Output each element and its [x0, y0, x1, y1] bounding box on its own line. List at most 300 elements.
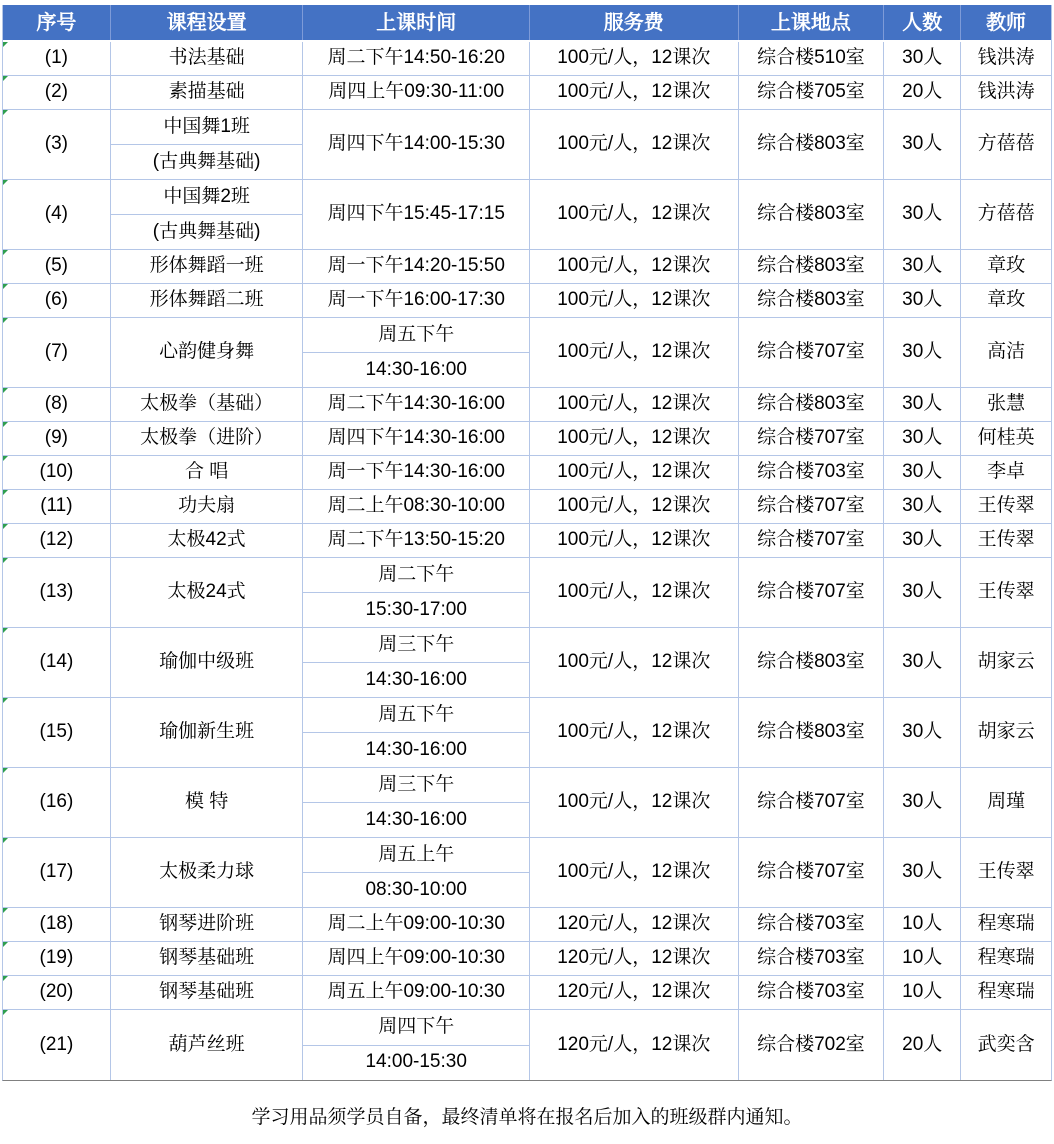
no-text: (20) [39, 981, 74, 1003]
count-text: 30人 [902, 255, 943, 277]
count-cell [884, 698, 961, 767]
fee-cell [530, 628, 739, 697]
fee-cell [530, 558, 739, 627]
time-line: 周二下午 [303, 558, 529, 593]
location-cell [739, 250, 885, 283]
time-text: 周四下午14:00-15:30 [327, 133, 505, 155]
time-text: 周一下午14:20-15:50 [327, 255, 505, 277]
error-indicator-icon [3, 422, 8, 427]
time-text: 周二下午14:50-16:20 [327, 47, 505, 69]
error-indicator-icon [3, 1010, 8, 1015]
course-text: 太极拳（进阶） [140, 427, 274, 449]
no-text: (1) [44, 47, 69, 69]
error-indicator-icon [3, 42, 8, 47]
time-cell [303, 456, 530, 489]
no-cell [3, 42, 111, 75]
fee-cell [530, 768, 739, 837]
error-indicator-icon [3, 180, 8, 185]
no-cell [3, 110, 111, 179]
error-indicator-icon [3, 456, 8, 461]
teacher-cell [961, 1010, 1051, 1080]
no-cell [3, 838, 111, 907]
error-indicator-icon [3, 76, 8, 81]
teacher-cell [961, 318, 1051, 387]
teacher-cell [961, 628, 1051, 697]
time-text: 周二上午08:30-10:00 [327, 495, 505, 517]
count-cell [884, 490, 961, 523]
course-table [2, 5, 1052, 1081]
time-line: 周五下午 [303, 698, 529, 733]
location-text: 综合楼707室 [757, 861, 865, 883]
table-row [3, 110, 1051, 180]
time-line: 14:30-16:00 [365, 668, 467, 690]
no-text: (3) [44, 133, 69, 155]
location-cell [739, 942, 885, 975]
no-text: (7) [44, 341, 69, 363]
count-cell [884, 110, 961, 179]
time-line: 08:30-10:00 [365, 878, 467, 900]
time-cell [303, 524, 530, 557]
teacher-text: 程寒瑞 [977, 981, 1035, 1003]
fee-text: 120元/人，12课次 [557, 913, 711, 935]
count-text: 30人 [902, 393, 943, 415]
location-cell [739, 388, 885, 421]
no-cell [3, 768, 111, 837]
count-cell [884, 942, 961, 975]
teacher-cell [961, 422, 1051, 455]
time-line: 14:30-16:00 [365, 358, 467, 380]
time-text: 周一下午16:00-17:30 [327, 289, 505, 311]
count-cell [884, 768, 961, 837]
fee-cell [530, 318, 739, 387]
location-text: 综合楼707室 [757, 341, 865, 363]
fee-text: 100元/人，12课次 [557, 47, 711, 69]
count-text: 30人 [902, 529, 943, 551]
table-body [3, 42, 1051, 1080]
time-cell [303, 318, 530, 387]
table-row [3, 942, 1051, 976]
no-text: (17) [39, 861, 74, 883]
location-cell [739, 110, 885, 179]
table-row [3, 524, 1051, 558]
teacher-text: 武奕含 [977, 1033, 1035, 1055]
teacher-cell [961, 558, 1051, 627]
time-cell [303, 42, 530, 75]
course-cell [111, 976, 304, 1009]
count-cell [884, 838, 961, 907]
course-text: 形体舞蹈二班 [149, 289, 264, 311]
no-text: (13) [39, 581, 74, 603]
fee-text: 100元/人，12课次 [557, 529, 711, 551]
course-text: 钢琴基础班 [159, 947, 255, 969]
course-text: 太极24式 [167, 581, 246, 603]
fee-cell [530, 76, 739, 109]
teacher-text: 方蓓蓓 [977, 203, 1035, 225]
time-cell [303, 976, 530, 1009]
fee-cell [530, 42, 739, 75]
location-text: 综合楼703室 [757, 461, 865, 483]
no-cell [3, 422, 111, 455]
location-text: 综合楼803室 [757, 203, 865, 225]
count-text: 30人 [902, 47, 943, 69]
teacher-text: 钱洪涛 [977, 81, 1035, 103]
teacher-text: 李卓 [987, 461, 1026, 483]
count-text: 30人 [902, 133, 943, 155]
course-line: 中国舞1班 [111, 110, 303, 145]
time-line: 周五上午 [303, 838, 529, 873]
teacher-text: 王传翠 [977, 861, 1035, 883]
no-text: (10) [39, 461, 74, 483]
course-text: 瑜伽中级班 [159, 651, 255, 673]
error-indicator-icon [3, 628, 8, 633]
course-text: 合 唱 [184, 461, 229, 483]
table-row [3, 180, 1051, 250]
count-text: 30人 [902, 289, 943, 311]
no-cell [3, 698, 111, 767]
error-indicator-icon [3, 284, 8, 289]
error-indicator-icon [3, 698, 8, 703]
error-indicator-icon [3, 942, 8, 947]
count-cell [884, 908, 961, 941]
time-line: 周五下午 [303, 318, 529, 353]
error-indicator-icon [3, 250, 8, 255]
time-cell [303, 628, 530, 697]
time-text: 周四上午09:30-11:00 [328, 81, 505, 103]
time-line: 14:30-16:00 [365, 808, 467, 830]
no-cell [3, 976, 111, 1009]
teacher-cell [961, 180, 1051, 249]
fee-cell [530, 524, 739, 557]
fee-text: 100元/人，12课次 [557, 133, 711, 155]
count-cell [884, 558, 961, 627]
fee-text: 100元/人，12课次 [557, 393, 711, 415]
no-text: (16) [39, 791, 74, 813]
count-cell [884, 318, 961, 387]
location-text: 综合楼803室 [757, 651, 865, 673]
fee-text: 100元/人，12课次 [557, 791, 711, 813]
no-cell [3, 388, 111, 421]
teacher-text: 胡家云 [977, 651, 1035, 673]
course-cell [111, 558, 304, 627]
table-row [3, 768, 1051, 838]
count-cell [884, 976, 961, 1009]
header-time: 上课时间 [303, 5, 530, 40]
location-text: 综合楼703室 [757, 913, 865, 935]
course-cell [111, 628, 304, 697]
no-text: (5) [44, 255, 69, 277]
location-cell [739, 422, 885, 455]
location-text: 综合楼703室 [757, 981, 865, 1003]
time-line: 15:30-17:00 [365, 598, 467, 620]
fee-text: 100元/人，12课次 [557, 81, 711, 103]
fee-cell [530, 838, 739, 907]
time-cell [303, 284, 530, 317]
course-cell [111, 456, 304, 489]
count-text: 10人 [902, 981, 943, 1003]
fee-cell [530, 250, 739, 283]
no-text: (14) [39, 651, 74, 673]
location-cell [739, 456, 885, 489]
error-indicator-icon [3, 490, 8, 495]
teacher-cell [961, 388, 1051, 421]
time-cell [303, 76, 530, 109]
header-course: 课程设置 [111, 5, 304, 40]
time-cell [303, 180, 530, 249]
no-text: (2) [44, 81, 69, 103]
table-row [3, 250, 1051, 284]
count-cell [884, 1010, 961, 1080]
count-cell [884, 180, 961, 249]
error-indicator-icon [3, 558, 8, 563]
error-indicator-icon [3, 838, 8, 843]
count-text: 30人 [902, 461, 943, 483]
course-cell [111, 76, 304, 109]
teacher-text: 王传翠 [977, 495, 1035, 517]
location-text: 综合楼705室 [757, 81, 865, 103]
course-text: 功夫扇 [178, 495, 236, 517]
no-text: (11) [40, 495, 73, 517]
location-cell [739, 838, 885, 907]
time-cell [303, 250, 530, 283]
count-text: 30人 [902, 721, 943, 743]
time-cell [303, 908, 530, 941]
location-cell [739, 490, 885, 523]
table-row [3, 976, 1051, 1010]
count-text: 10人 [902, 947, 943, 969]
time-cell [303, 490, 530, 523]
location-text: 综合楼707室 [757, 495, 865, 517]
time-text: 周二下午14:30-16:00 [327, 393, 505, 415]
error-indicator-icon [3, 110, 8, 115]
time-text: 周二下午13:50-15:20 [327, 529, 505, 551]
teacher-text: 何桂英 [977, 427, 1035, 449]
count-text: 30人 [902, 341, 943, 363]
course-text: 葫芦丝班 [168, 1033, 245, 1055]
count-text: 20人 [902, 81, 943, 103]
location-text: 综合楼803室 [757, 133, 865, 155]
location-text: 综合楼803室 [757, 289, 865, 311]
course-cell [111, 908, 304, 941]
fee-text: 100元/人，12课次 [557, 341, 711, 363]
course-text: 形体舞蹈一班 [149, 255, 264, 277]
course-text: 钢琴基础班 [159, 981, 255, 1003]
fee-cell [530, 422, 739, 455]
header-teacher: 教师 [986, 11, 1027, 34]
fee-cell [530, 976, 739, 1009]
count-text: 30人 [902, 791, 943, 813]
teacher-cell [961, 768, 1051, 837]
no-cell [3, 456, 111, 489]
location-text: 综合楼703室 [757, 947, 865, 969]
count-cell [884, 628, 961, 697]
fee-text: 120元/人，12课次 [557, 981, 711, 1003]
header-no: 序号 [3, 5, 111, 40]
course-text: 钢琴进阶班 [159, 913, 255, 935]
count-text: 30人 [902, 651, 943, 673]
location-cell [739, 180, 885, 249]
location-text: 综合楼707室 [757, 791, 865, 813]
no-cell [3, 908, 111, 941]
teacher-cell [961, 838, 1051, 907]
no-cell [3, 524, 111, 557]
table-row [3, 456, 1051, 490]
location-text: 综合楼707室 [757, 529, 865, 551]
teacher-text: 王传翠 [977, 581, 1035, 603]
no-cell [3, 628, 111, 697]
time-cell [303, 698, 530, 767]
time-line: 周四下午 [303, 1010, 529, 1046]
table-row [3, 422, 1051, 456]
course-text: 瑜伽新生班 [159, 721, 255, 743]
fee-text: 120元/人，12课次 [557, 1033, 711, 1055]
course-line: 中国舞2班 [111, 180, 303, 215]
error-indicator-icon [3, 318, 8, 323]
location-cell [739, 1010, 885, 1080]
no-cell [3, 284, 111, 317]
location-cell [739, 768, 885, 837]
course-cell [111, 942, 304, 975]
fee-cell [530, 490, 739, 523]
time-cell [303, 558, 530, 627]
course-cell [111, 318, 304, 387]
location-text: 综合楼510室 [757, 47, 865, 69]
time-cell [303, 942, 530, 975]
table-row [3, 490, 1051, 524]
fee-text: 100元/人，12课次 [557, 203, 711, 225]
table-row [3, 388, 1051, 422]
fee-text: 100元/人，12课次 [557, 289, 711, 311]
time-cell [303, 838, 530, 907]
table-row [3, 558, 1051, 628]
table-row [3, 838, 1051, 908]
count-text: 10人 [902, 913, 943, 935]
teacher-cell [961, 942, 1051, 975]
no-text: (21) [39, 1033, 74, 1055]
course-cell [111, 110, 304, 179]
course-cell [111, 524, 304, 557]
fee-cell [530, 388, 739, 421]
time-text: 周一下午14:30-16:00 [327, 461, 505, 483]
course-cell [111, 698, 304, 767]
no-cell [3, 76, 111, 109]
table-row [3, 1010, 1051, 1080]
course-cell [111, 250, 304, 283]
teacher-cell [961, 284, 1051, 317]
course-cell [111, 42, 304, 75]
teacher-text: 高洁 [987, 341, 1026, 363]
teacher-text: 程寒瑞 [977, 947, 1035, 969]
location-cell [739, 42, 885, 75]
teacher-text: 王传翠 [977, 529, 1035, 551]
fee-text: 100元/人，12课次 [557, 427, 711, 449]
teacher-cell [961, 42, 1051, 75]
count-cell [884, 422, 961, 455]
no-text: (12) [39, 529, 74, 551]
no-text: (8) [44, 393, 69, 415]
count-cell [884, 42, 961, 75]
no-cell [3, 490, 111, 523]
course-cell [111, 490, 304, 523]
teacher-cell [961, 250, 1051, 283]
time-cell [303, 768, 530, 837]
course-text: 书法基础 [168, 47, 245, 69]
table-row [3, 42, 1051, 76]
teacher-text: 方蓓蓓 [977, 133, 1035, 155]
course-cell [111, 284, 304, 317]
time-cell [303, 422, 530, 455]
location-cell [739, 976, 885, 1009]
course-text: 心韵健身舞 [159, 341, 255, 363]
fee-text: 100元/人，12课次 [557, 255, 711, 277]
fee-cell [530, 698, 739, 767]
teacher-cell [961, 908, 1051, 941]
teacher-text: 章玫 [987, 289, 1026, 311]
location-text: 综合楼707室 [757, 427, 865, 449]
count-cell [884, 524, 961, 557]
fee-cell [530, 942, 739, 975]
course-cell [111, 388, 304, 421]
teacher-cell [961, 76, 1051, 109]
no-cell [3, 180, 111, 249]
location-text: 综合楼803室 [757, 721, 865, 743]
fee-text: 100元/人，12课次 [557, 861, 711, 883]
teacher-text: 胡家云 [977, 721, 1035, 743]
no-cell [3, 558, 111, 627]
fee-text: 120元/人，12课次 [557, 947, 711, 969]
fee-cell [530, 110, 739, 179]
course-cell [111, 422, 304, 455]
no-text: (9) [44, 427, 69, 449]
time-line: 14:30-16:00 [365, 738, 467, 760]
course-text: 太极42式 [167, 529, 246, 551]
table-header-row [3, 5, 1051, 42]
time-cell [303, 110, 530, 179]
teacher-cell [961, 524, 1051, 557]
table-row [3, 284, 1051, 318]
time-text: 周五上午09:00-10:30 [327, 981, 505, 1003]
count-text: 30人 [902, 581, 943, 603]
location-cell [739, 908, 885, 941]
count-text: 30人 [902, 861, 943, 883]
table-row [3, 698, 1051, 768]
course-text: 素描基础 [168, 81, 245, 103]
footer-note: 学习用品须学员自备，最终清单将在报名后加入的班级群内通知。 [251, 1107, 803, 1128]
location-cell [739, 558, 885, 627]
time-line: 周三下午 [303, 628, 529, 663]
time-cell [303, 388, 530, 421]
no-text: (19) [39, 947, 74, 969]
location-cell [739, 284, 885, 317]
teacher-cell [961, 698, 1051, 767]
no-text: (6) [44, 289, 69, 311]
location-cell [739, 76, 885, 109]
teacher-text: 钱洪涛 [977, 47, 1035, 69]
fee-text: 100元/人，12课次 [557, 581, 711, 603]
time-line: 14:00-15:30 [365, 1051, 467, 1073]
teacher-cell [961, 110, 1051, 179]
time-text: 周二上午09:00-10:30 [327, 913, 505, 935]
location-text: 综合楼702室 [757, 1033, 865, 1055]
course-cell [111, 180, 304, 249]
time-cell [303, 1010, 530, 1080]
teacher-cell [961, 456, 1051, 489]
location-cell [739, 318, 885, 387]
course-line: (古典舞基础) [152, 150, 261, 172]
error-indicator-icon [3, 976, 8, 981]
header-location: 上课地点 [739, 5, 885, 40]
header-fee: 服务费 [530, 5, 739, 40]
count-text: 20人 [902, 1033, 943, 1055]
